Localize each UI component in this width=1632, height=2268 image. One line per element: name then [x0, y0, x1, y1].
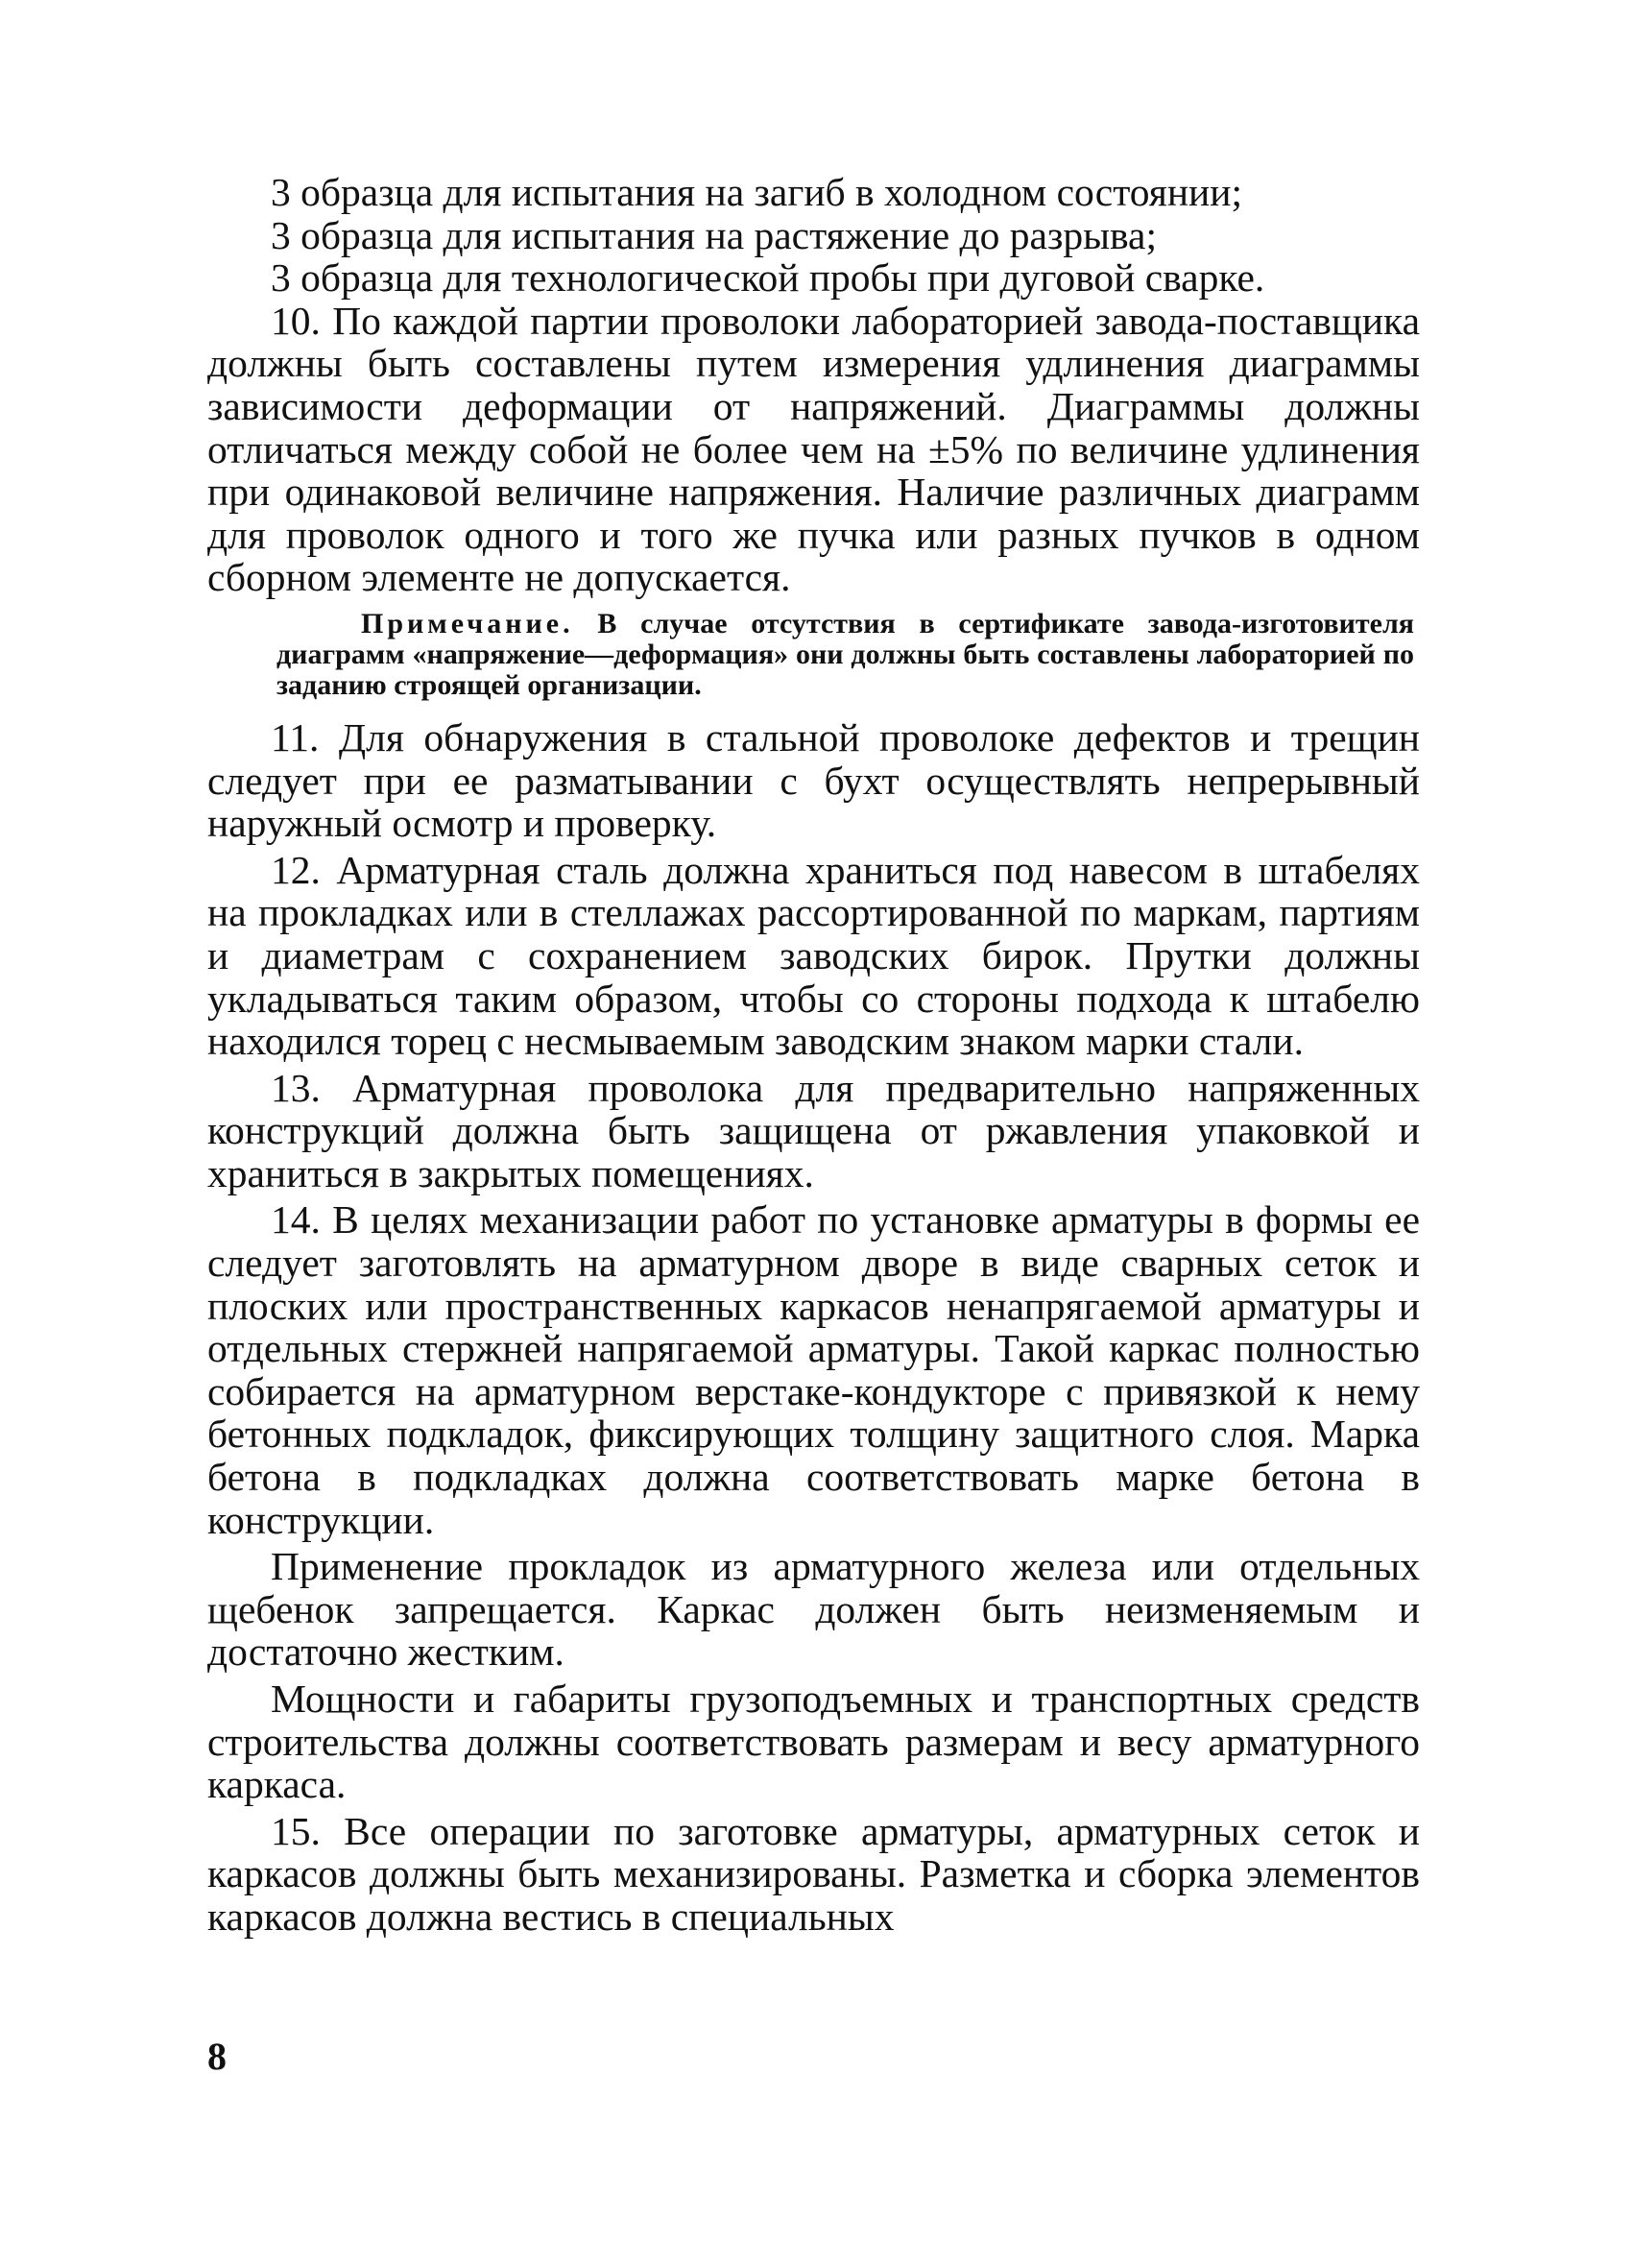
- paragraph-14-transport: Мощности и габариты грузоподъемных и транспортных средств строительства должны соответствовать размерам и весу арматурного каркаса.: [207, 1677, 1420, 1807]
- sample-line-1: 3 образца для испытания на загиб в холодном состоянии;: [271, 170, 1242, 214]
- page-body: [207, 171, 1420, 1939]
- sample-line-3: 3 образца для технологической пробы при дуговой сварке.: [271, 255, 1265, 301]
- note-text: В случае отсутствия в сертификате завода-изготовителя диаграмм «напряжение—деформация» они должны быть составлены лабораторией по заданию строящей организации.: [276, 607, 1414, 701]
- paragraph-13: 13. Арматурная проволока для предварительно напряженных конструкций должна быть защищена от ржавления упаковкой и храниться в закрытых помещениях.: [207, 1065, 1420, 1195]
- paragraph-14: 14. В целях механизации работ по установке арматуры в формы ее следует заготовлять на арматурном дворе в виде сварных сеток и плоских или пространственных каркасов ненапрягаемой арматуры и отдельных стержней напрягаемой арматуры. Такой каркас полностью собирается на арматурном верстаке-кондукторе с привязкой к нему бетонных подкладок, фиксирующих толщину защитного слоя. Марка бетона в подкладках должна соответствовать марке бетона в конструкции.: [207, 1197, 1420, 1542]
- sample-line-2: 3 образца для испытания на растяжение до разрыва;: [271, 212, 1157, 257]
- paragraph-15: 15. Все операции по заготовке арматуры, арматурных сеток и каркасов должны быть механизированы. Разметка и сборка элементов каркасов должна вестись в специальных: [207, 1808, 1420, 1939]
- note-block: [276, 609, 1414, 701]
- paragraph-12: 12. Арматурная сталь должна храниться под навесом в штабелях на прокладках или в стеллажах рассортированной по маркам, партиям и диаметрам с сохранением заводских бирок. Прутки должны укладываться таким образом, чтобы со стороны подхода к штабелю находился торец с несмываемым заводским знаком марки стали.: [207, 847, 1420, 1064]
- page-number: 8: [207, 2035, 227, 2078]
- paragraph-11: 11. Для обнаружения в стальной проволоке дефектов и трещин следует при ее разматывании с бухт осуществлять непрерывный наружный осмотр и проверку.: [207, 714, 1420, 846]
- paragraph-14-continued: Применение прокладок из арматурного железа или отдельных щебенок запрещается. Каркас должен быть неизменяемым и достаточно жестким.: [207, 1544, 1420, 1675]
- note-lead: Примечание.: [361, 607, 574, 639]
- paragraph-10: 10. По каждой партии проволоки лабораторией завода-поставщика должны быть составлены путем измерения удлинения диаграммы зависимости деформации от напряжений. Диаграммы должны отличаться между собой не более чем на ±5% по величине удлинения при одинаковой величине напряжения. Наличие различных диаграмм для проволок одного и того же пучка или разных пучков в одном сборном элементе не допускается.: [207, 298, 1420, 600]
